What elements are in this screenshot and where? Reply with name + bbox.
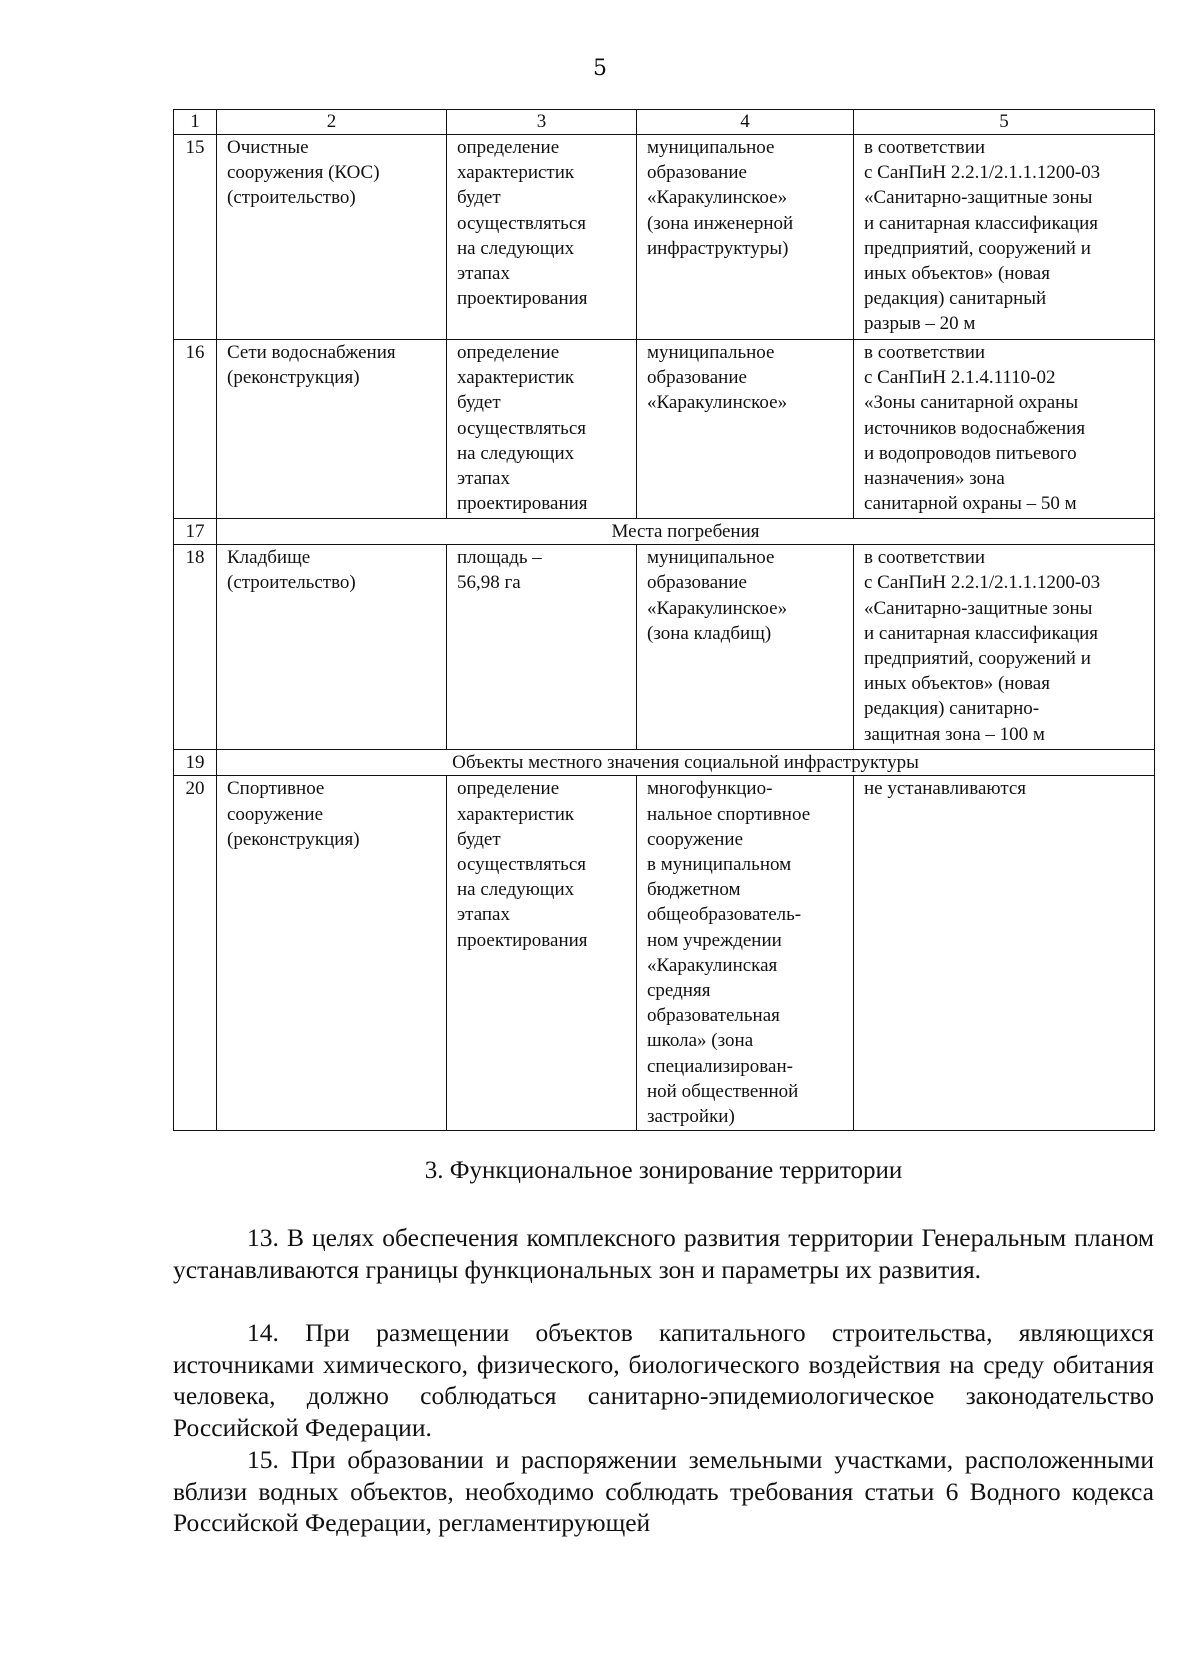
paragraph-14: 14. При размещении объектов капитального строительства, являющихся источниками химического, физического, биологического воздействия на среду обитания человека, должно соблюдаться санитарно-эпидемиологическое законодательство Российской Федерации. — [173, 1318, 1154, 1442]
table-section-row — [174, 750, 1155, 776]
object-zones: в соответствии с СанПиН 2.1.4.1110-02 «Зоны санитарной охраны источников водоснабжения и водопроводов питьевого назначения» зона санитарной охраны – 50 м — [854, 340, 1155, 519]
section-heading: Места погребения — [217, 519, 1155, 545]
section-heading: Объекты местного значения социальной инфраструктуры — [217, 750, 1155, 776]
column-header: 3 — [447, 110, 637, 135]
object-location: многофункцио- нальное спортивное сооружение в муниципальном бюджетном общеобразователь- ном учреждении «Каракулинская средняя образовательная школа» (зона специализирован- ной общественной застройки) — [637, 776, 854, 1131]
column-header: 5 — [854, 110, 1155, 135]
object-zones: не устанавливаются — [854, 776, 1155, 1131]
object-name: Спортивное сооружение (реконструкция) — [217, 776, 447, 1131]
table-section-row — [174, 519, 1155, 545]
column-header: 1 — [174, 110, 217, 135]
paragraph-15: 15. При образовании и распоряжении земельными участками, расположенными вблизи водных объектов, необходимо соблюдать требования статьи 6 Водного кодекса Российской Федерации, регламентирующей — [173, 1445, 1154, 1538]
object-location: муниципальное образование «Каракулинское» — [637, 340, 854, 519]
object-name: Очистные сооружения (КОС) (строительство) — [217, 135, 447, 340]
row-number: 15 — [174, 135, 217, 340]
table-row — [174, 135, 1155, 340]
section-title: 3. Функциональное зонирование территории — [424, 1157, 903, 1184]
object-location: муниципальное образование «Каракулинское» (зона кладбищ) — [637, 545, 854, 750]
row-number: 16 — [174, 340, 217, 519]
object-characteristics: определение характеристик будет осуществляться на следующих этапах проектирования — [447, 776, 637, 1131]
table-row — [174, 545, 1155, 750]
object-characteristics: определение характеристик будет осуществляться на следующих этапах проектирования — [447, 340, 637, 519]
object-zones: в соответствии с СанПиН 2.2.1/2.1.1.1200-03 «Санитарно-защитные зоны и санитарная классификация предприятий, сооружений и иных объектов» (новая редакция) санитарно- защитная зона – 100 м — [854, 545, 1155, 750]
page-number: 5 — [593, 56, 607, 81]
object-name: Сети водоснабжения (реконструкция) — [217, 340, 447, 519]
object-characteristics: площадь – 56,98 га — [447, 545, 637, 750]
column-header: 4 — [637, 110, 854, 135]
objects-table — [173, 109, 1155, 1131]
column-header: 2 — [217, 110, 447, 135]
table-row — [174, 776, 1155, 1131]
row-number: 19 — [174, 750, 217, 776]
paragraph-13: 13. В целях обеспечения комплексного развития территории Генеральным планом устанавливаются границы функциональных зон и параметры их развития. — [173, 1223, 1154, 1284]
row-number: 17 — [174, 519, 217, 545]
object-zones: в соответствии с СанПиН 2.2.1/2.1.1.1200-03 «Санитарно-защитные зоны и санитарная классификация предприятий, сооружений и иных объектов» (новая редакция) санитарный разрыв – 20 м — [854, 135, 1155, 340]
object-location: муниципальное образование «Каракулинское» (зона инженерной инфраструктуры) — [637, 135, 854, 340]
table-row — [174, 340, 1155, 519]
object-name: Кладбище (строительство) — [217, 545, 447, 750]
row-number: 18 — [174, 545, 217, 750]
row-number: 20 — [174, 776, 217, 1131]
table-header-row — [174, 110, 1155, 135]
object-characteristics: определение характеристик будет осуществляться на следующих этапах проектирования — [447, 135, 637, 340]
